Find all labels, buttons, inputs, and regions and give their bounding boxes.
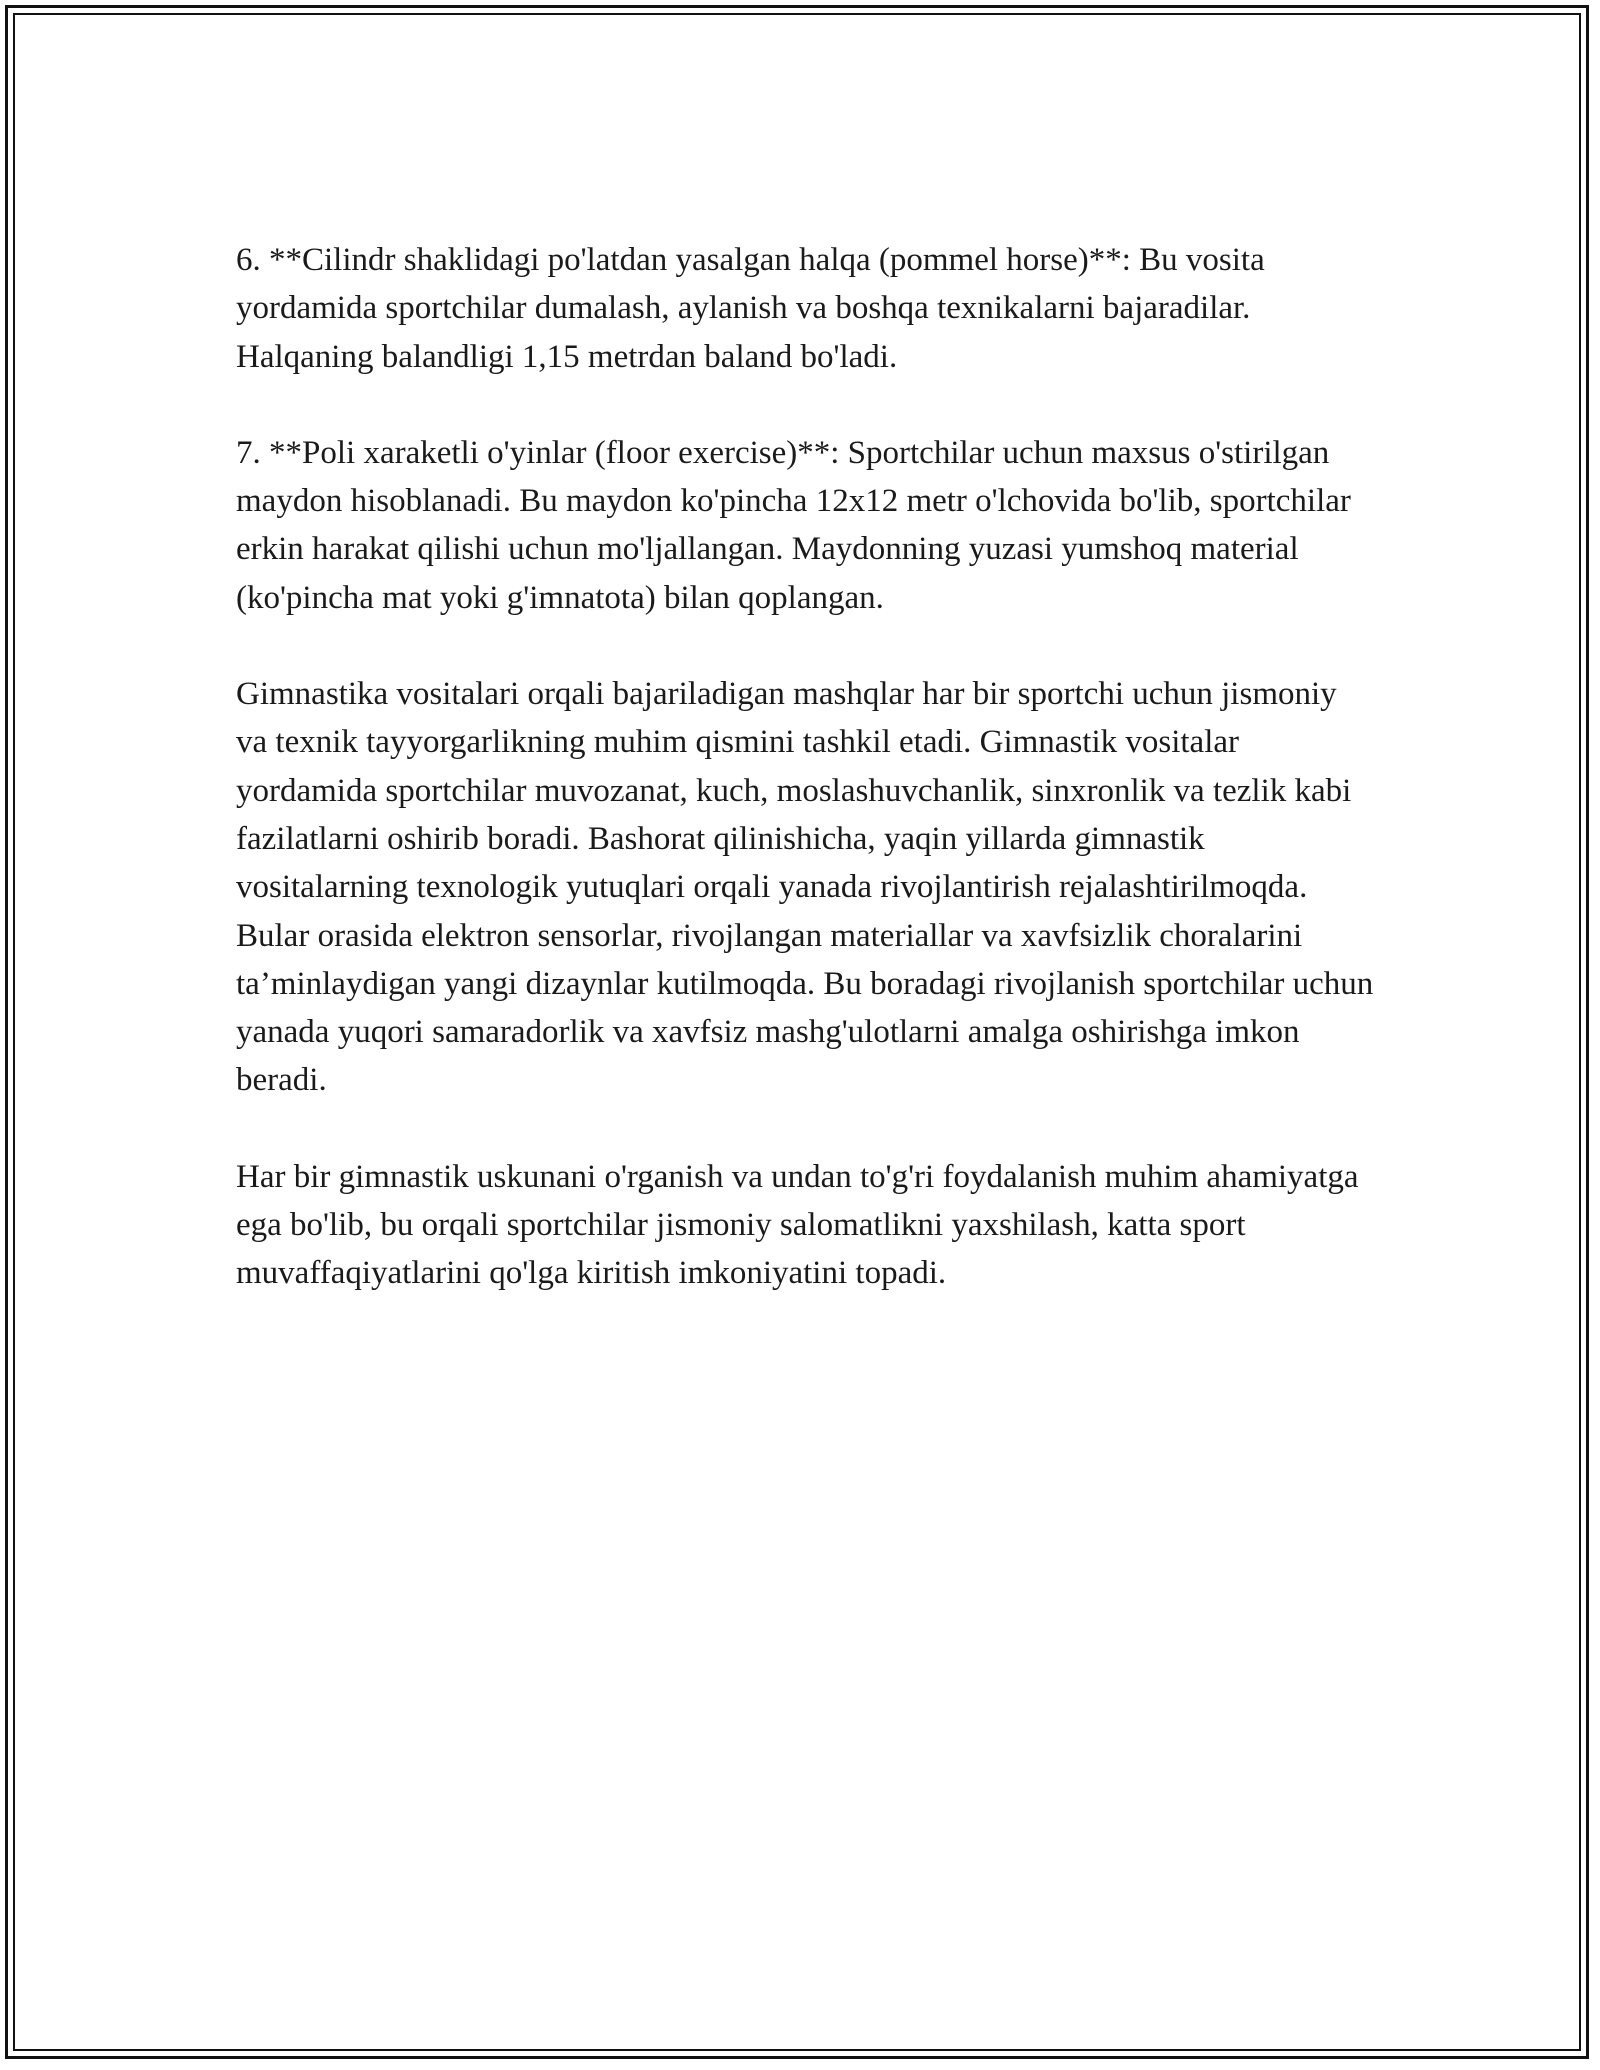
paragraph-pommel-horse: 6. **Cilindr shaklidagi po'latdan yasalgan halqa (pommel horse)**: Bu vosita yordamida sportchilar dumalash, aylanish va boshqa texnikalarni bajaradilar. Halqaning balandligi 1,15 metrdan baland bo'ladi. <box>236 242 1265 375</box>
paragraph-floor-exercise: 7. **Poli xaraketli o'yinlar (floor exercise)**: Sportchilar uchun maxsus o'stirilgan maydon hisoblanadi. Bu maydon ko'pincha 12x12 metr o'lchovida bo'lib, sportchilar erkin harakat qilishi uchun mo'ljallangan. Maydonning yuzasi yumshoq material (ko'pincha mat yoki g'imnatota) bilan qoplangan. <box>236 434 1351 616</box>
paragraph-gymnastics-equipment: Gimnastika vositalari orqali bajariladigan mashqlar har bir sportchi uchun jismoniy va texnik tayyorgarlikning muhim qismini tashkil etadi. Gimnastik vositalar yordamida sportchilar muvozanat, kuch, moslashuvchanlik, sinxronlik va tezlik kabi fazilatlarni oshirib boradi. Bashorat qilinishicha, yaqin yillarda gimnastik vositalarning texnologik yutuqlari orqali yanada rivojlantirish rejalashtirilmoqda. Bular orasida elektron sensorlar, rivojlangan materiallar va xavfsizlik choralarini ta’minlaydigan yangi dizaynlar kutilmoqda. Bu boradagi rivojlanish sportchilar uchun yanada yuqori samaradorlik va xavfsiz mashg'ulotlarni amalga oshirishga imkon beradi. <box>236 676 1374 1099</box>
document-body <box>236 236 1376 1346</box>
paragraph-conclusion: Har bir gimnastik uskunani o'rganish va undan to'g'ri foydalanish muhim ahamiyatga ega bo'lib, bu orqali sportchilar jismoniy salomatlikni yaxshilash, katta sport muvaffaqiyatlarini qo'lga kiritish imkoniyatini topadi. <box>236 1158 1359 1292</box>
